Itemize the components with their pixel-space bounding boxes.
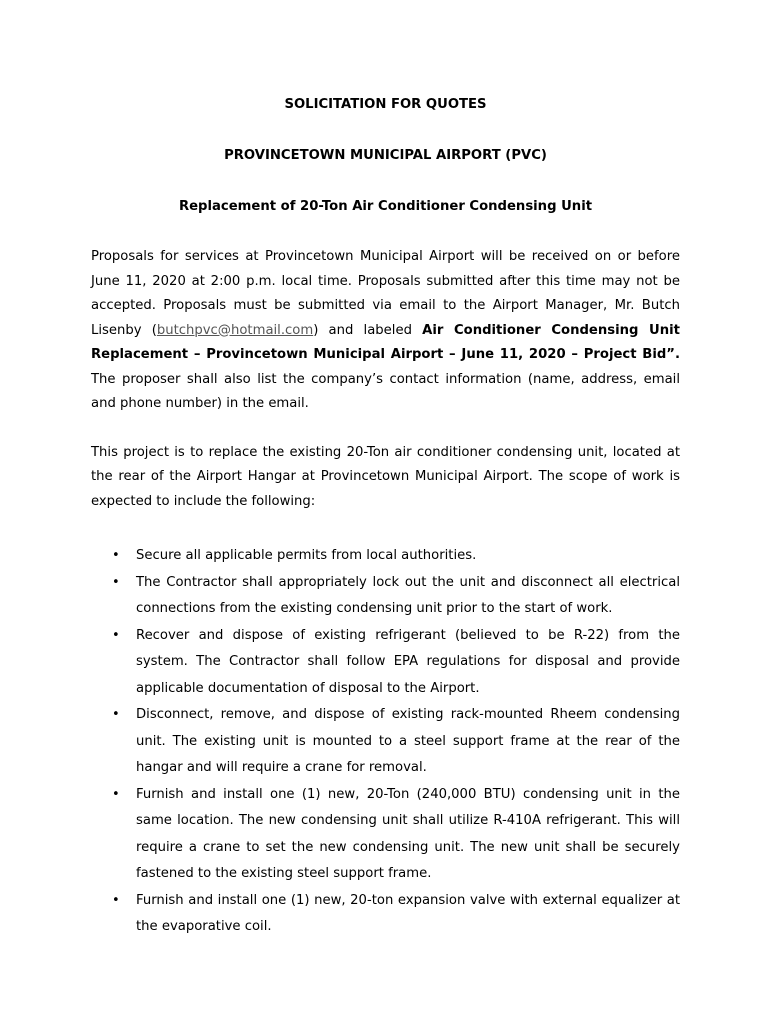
intro-text-2: ) and labeled xyxy=(313,322,423,338)
email-link[interactable]: butchpvc@hotmail.com xyxy=(156,322,314,338)
intro-paragraph xyxy=(91,245,680,417)
scope-item-text: Secure all applicable permits from local authorities. xyxy=(136,548,477,563)
scope-item xyxy=(91,888,680,941)
bullet-icon: • xyxy=(112,627,120,643)
bullet-icon: • xyxy=(112,548,120,563)
bullet-icon: • xyxy=(112,574,120,590)
scope-item-text: Disconnect, remove, and dispose of existing rack-mounted Rheem condensing unit. The existing unit is mounted to a steel support frame at the rear of the hangar and will require a crane for removal. xyxy=(136,707,680,775)
scope-item xyxy=(91,702,680,782)
project-heading: Replacement of 20-Ton Air Conditioner Condensing Unit xyxy=(178,199,593,214)
scope-item xyxy=(91,543,680,570)
scope-item xyxy=(91,623,680,703)
scope-item xyxy=(91,782,680,888)
scope-item-text: The Contractor shall appropriately lock out the unit and disconnect all electrical connections from the existing condensing unit prior to the start of work. xyxy=(136,574,680,616)
scope-item xyxy=(91,570,680,623)
bid-label: Air Conditioner Condensing Unit Replacement – Provincetown Municipal Airport – June 11, 2020 – Project Bid”. xyxy=(91,322,680,362)
scope-item-text: Furnish and install one (1) new, 20-Ton (240,000 BTU) condensing unit in the same location. The new condensing unit shall utilize R-410A refrigerant. This will require a crane to set the new condensing unit. The new unit shall be securely fastened to the existing steel support frame. xyxy=(136,786,680,881)
intro-text-1: Proposals for services at Provincetown Municipal Airport will be received on or before June 11, 2020 at 2:00 p.m. local time. Proposals submitted after this time may not be accepted. Proposals must be submitted via email to the Airport Manager, Mr. Butch Lisenby ( xyxy=(91,249,680,338)
scope-intro-paragraph: This project is to replace the existing 20-Ton air conditioner condensing unit, located at the rear of the Airport Hangar at Provincetown Municipal Airport. The scope of work is expected to include the following: xyxy=(91,444,680,509)
bullet-icon: • xyxy=(112,707,120,722)
airport-heading: PROVINCETOWN MUNICIPAL AIRPORT (PVC) xyxy=(224,148,547,163)
bullet-icon: • xyxy=(112,892,120,908)
scope-list xyxy=(91,543,680,941)
bullet-icon: • xyxy=(112,786,120,802)
scope-item-text: Furnish and install one (1) new, 20-ton expansion valve with external equalizer at the evaporative coil. xyxy=(136,892,680,934)
scope-item-text: Recover and dispose of existing refrigerant (believed to be R-22) from the system. The Contractor shall follow EPA regulations for disposal and provide applicable documentation of disposal to the Airport. xyxy=(136,627,680,696)
document-title: SOLICITATION FOR QUOTES xyxy=(284,97,487,112)
intro-text-3: The proposer shall also list the company’s contact information (name, address, email and phone number) in the email. xyxy=(91,371,680,411)
